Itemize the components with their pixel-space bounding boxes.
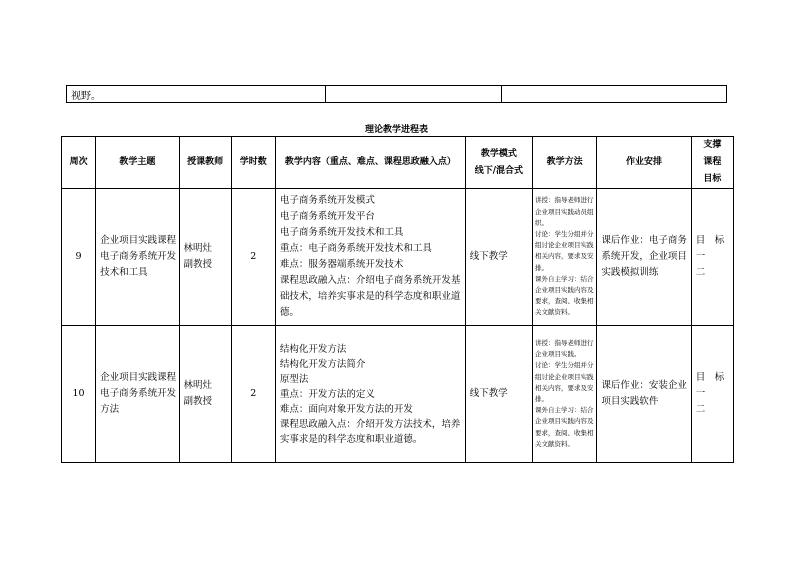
support-line: 目 标: [695, 372, 725, 383]
mode-cell: 线下教学: [465, 326, 532, 463]
method-line: 讲授：指导老师进行企业项目实践。: [535, 338, 594, 359]
method-line: 讲授：指导老师进行企业项目实践动员组织。: [535, 196, 594, 227]
top-table: [66, 85, 727, 103]
hours-cell: 2: [231, 326, 275, 463]
content-line: 结构化开发方法简介: [279, 358, 366, 370]
content-line: 原型法: [279, 373, 309, 385]
content-line: 课程思政融入点：介绍开发方法技术，培养实事求是的科学态度和职业道德。: [279, 418, 461, 445]
content-line: 结构化开发方法: [279, 343, 347, 355]
header-week: 周次: [62, 137, 96, 189]
method-cell: [533, 189, 597, 326]
teacher-title: 副教授: [183, 259, 213, 270]
topic-cell: 企业项目实践课程电子商务系统开发技术和工具: [96, 189, 179, 326]
teacher-title: 副教授: [183, 396, 213, 407]
method-line: 课外自主学习：结合企业项目实践内容及要求，查阅、收集相关文献资料。: [535, 406, 594, 448]
header-mode: [465, 137, 532, 189]
header-row: [62, 137, 734, 189]
header-support-line1: 支撑: [703, 140, 722, 150]
header-support-line2: 课程: [703, 157, 722, 167]
teacher-cell: [179, 189, 231, 326]
hours-cell: 2: [231, 189, 275, 326]
header-support: [691, 137, 733, 189]
content-line: 课程思政融入点：介绍电子商务系统开发基础技术，培养实事求是的科学态度和职业道德。: [279, 275, 461, 318]
week-cell: 9: [62, 189, 96, 326]
support-line: 二: [695, 267, 706, 278]
support-cell: [691, 189, 733, 326]
method-line: 讨论：学生分组并分组讨论企业项目实践相关内容，要求及安排。: [535, 361, 594, 403]
page-title: 理论教学进程表: [364, 125, 428, 135]
header-support-line3: 目标: [703, 174, 722, 184]
top-cell-1: 视野。: [67, 86, 326, 103]
support-cell: [691, 326, 733, 463]
header-hours: 学时数: [231, 137, 275, 189]
topic-cell: 企业项目实践课程电子商务系统开发方法: [96, 326, 179, 463]
content-line: 电子商务系统开发技术和工具: [279, 227, 404, 238]
mode-cell: 线下教学: [465, 189, 532, 326]
top-cell-3: [502, 86, 727, 103]
top-cell-2: [326, 86, 502, 103]
homework-cell: 课后作业：电子商务系统开发，企业项目实践模拟训练: [597, 189, 691, 326]
header-method: 教学方法: [533, 137, 597, 189]
method-line: 讨论：学生分组并分组讨论企业项目实践相关内容，要求及安排。: [535, 229, 594, 272]
method-line: 课外自主学习：结合企业项目实践内容及要求，查阅、收集相关文献资料。: [535, 274, 594, 317]
content-cell: [275, 189, 465, 326]
method-cell: [533, 326, 597, 463]
teaching-schedule-table: [61, 136, 734, 463]
support-line: 一: [695, 251, 706, 262]
homework-cell: 课后作业：安装企业项目实践软件: [597, 326, 691, 463]
support-line: 二: [695, 404, 706, 415]
table-row: [62, 189, 734, 326]
support-line: 一: [695, 388, 706, 399]
content-line: 难点：面向对象开发方法的开发: [279, 403, 413, 415]
header-teacher: 授课教师: [179, 137, 231, 189]
header-topic: 教学主题: [96, 137, 179, 189]
table-row: [62, 326, 734, 463]
content-line: 电子商务系统开发平台: [279, 211, 375, 222]
content-line: 重点：电子商务系统开发技术和工具: [279, 243, 432, 254]
content-line: 重点：开发方法的定义: [279, 388, 375, 400]
content-line: 电子商务系统开发模式: [279, 195, 375, 206]
header-content: 教学内容（重点、难点、课程思政融入点）: [275, 137, 465, 189]
teacher-name: 林明灶: [183, 380, 213, 391]
content-cell: [275, 326, 465, 463]
header-homework: 作业安排: [597, 137, 691, 189]
header-mode-line1: 教学模式: [480, 148, 517, 159]
content-line: 难点：服务器端系统开发技术: [279, 259, 404, 270]
week-cell: 10: [62, 326, 96, 463]
header-mode-line2: 线下/混合式: [474, 165, 524, 176]
teacher-name: 林明灶: [183, 243, 213, 254]
support-line: 目 标: [695, 235, 725, 246]
teacher-cell: [179, 326, 231, 463]
